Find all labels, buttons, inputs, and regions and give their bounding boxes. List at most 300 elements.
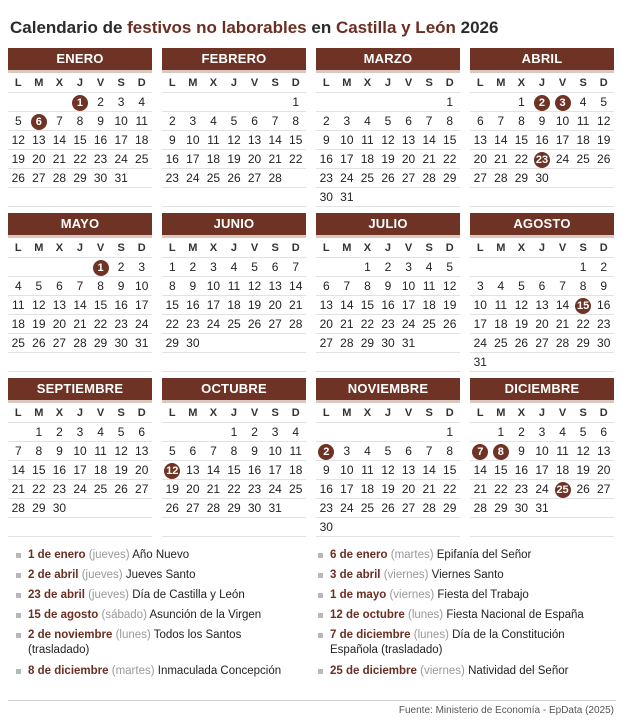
calendar-day (532, 499, 553, 517)
empty-day (573, 169, 594, 187)
calendar-day (203, 169, 224, 187)
calendar-day (419, 277, 440, 295)
day-number: 31 (473, 355, 487, 369)
calendar-day (8, 169, 29, 187)
empty-day (162, 93, 183, 111)
calendar-day (183, 112, 204, 130)
calendar-day (593, 296, 614, 314)
weekday-label: V (404, 77, 413, 89)
calendar-day (203, 131, 224, 149)
day-number: 11 (494, 298, 508, 312)
holiday-day (573, 296, 594, 314)
day-number: 16 (52, 463, 67, 477)
calendar-day (532, 480, 553, 498)
calendar-day (244, 461, 265, 479)
day-number: 10 (73, 444, 87, 458)
empty-day (70, 353, 91, 371)
day-number: 21 (422, 152, 436, 166)
day-number: 26 (227, 171, 241, 185)
calendar-day (337, 334, 358, 352)
week-row (470, 441, 614, 460)
day-number: 22 (32, 482, 46, 496)
calendar-day (265, 461, 286, 479)
calendar-day (265, 258, 286, 276)
legend-date: 8 de diciembre (28, 665, 109, 677)
empty-day (265, 353, 286, 371)
legend-item (16, 568, 298, 583)
day-number: 22 (443, 152, 457, 166)
weekday-label: V (250, 242, 259, 254)
holiday-marker: 23 (535, 154, 549, 166)
week-row (470, 257, 614, 276)
day-number: 28 (555, 336, 570, 350)
calendar-day (203, 315, 224, 333)
day-number: 8 (230, 444, 238, 458)
day-number: 24 (473, 336, 487, 350)
calendar-day (8, 499, 29, 517)
month-name: DICIEMBRE (504, 381, 580, 396)
day-number: 21 (340, 317, 354, 331)
calendar-day (511, 499, 532, 517)
day-number: 9 (538, 114, 546, 128)
calendar-day (552, 112, 573, 130)
empty-day (49, 258, 70, 276)
calendar-day (439, 296, 460, 314)
weekday-label: J (76, 242, 84, 254)
day-number: 8 (518, 114, 525, 128)
calendar-day (285, 296, 306, 314)
weekday-header (162, 74, 306, 92)
day-number: 15 (360, 298, 375, 312)
weekday-label: J (384, 407, 392, 419)
weekday-label: S (271, 242, 279, 254)
empty-day (552, 188, 573, 206)
calendar-day (511, 423, 532, 441)
legend-weekday: (martes) (111, 665, 155, 677)
empty-day (470, 518, 491, 536)
calendar-day (131, 442, 152, 460)
day-number: 29 (165, 336, 179, 350)
empty-day (439, 353, 460, 371)
empty-day (593, 499, 614, 517)
calendar-day (470, 131, 491, 149)
empty-day (511, 258, 532, 276)
month-noviembre (316, 378, 460, 537)
day-number: 20 (473, 152, 487, 166)
day-number: 2 (600, 260, 608, 274)
week-row (316, 460, 460, 479)
day-number: 5 (35, 279, 43, 293)
calendar-day (8, 277, 29, 295)
weekday-label: L (322, 77, 330, 89)
calendar-day (357, 315, 378, 333)
empty-day (265, 93, 286, 111)
weekday-label: S (117, 242, 125, 254)
day-number: 21 (206, 482, 221, 496)
calendar-day (511, 150, 532, 168)
calendar-day (357, 296, 378, 314)
day-number: 24 (340, 171, 354, 185)
day-number: 18 (360, 482, 375, 496)
calendar-day (203, 480, 224, 498)
calendar-day (29, 296, 50, 314)
day-number: 18 (206, 152, 221, 166)
weekday-label: V (96, 77, 105, 89)
calendar-day (70, 334, 91, 352)
weekday-label: D (137, 242, 146, 254)
empty-day (337, 93, 358, 111)
calendar-day (162, 296, 183, 314)
calendar-day (131, 334, 152, 352)
empty-day (593, 188, 614, 206)
calendar-day (203, 112, 224, 130)
calendar-day (183, 442, 204, 460)
empty-day (532, 518, 553, 536)
day-number: 15 (73, 133, 87, 147)
day-number: 18 (227, 298, 241, 312)
week-row (162, 168, 306, 187)
calendar-day (491, 499, 512, 517)
week-row (316, 352, 460, 372)
month-header (316, 378, 460, 400)
weekday-header (316, 404, 460, 422)
day-number: 17 (135, 298, 149, 312)
weekday-label: D (291, 242, 300, 254)
calendar-day (111, 423, 132, 441)
day-number: 1 (230, 425, 238, 439)
week-row (316, 149, 460, 168)
calendar-day (29, 150, 50, 168)
day-number: 31 (340, 190, 354, 204)
day-number: 20 (186, 482, 200, 496)
day-number: 13 (597, 444, 611, 458)
day-number: 31 (535, 501, 549, 515)
calendar-day (357, 461, 378, 479)
empty-day (29, 518, 50, 536)
calendar-day (398, 296, 419, 314)
day-number: 9 (97, 114, 104, 128)
day-number: 5 (14, 114, 22, 128)
empty-day (8, 258, 29, 276)
calendar-day (316, 112, 337, 130)
month-header (470, 378, 614, 400)
calendar-day (511, 480, 532, 498)
calendar-day (511, 131, 532, 149)
calendar-day (49, 442, 70, 460)
empty-day (419, 334, 440, 352)
empty-day (511, 188, 532, 206)
calendar-day (285, 423, 306, 441)
day-number: 1 (518, 95, 525, 109)
empty-day (285, 188, 306, 206)
day-number: 15 (443, 463, 457, 477)
calendar-day (285, 131, 306, 149)
weekday-label: D (599, 77, 608, 89)
legend-item (318, 628, 600, 658)
day-number: 9 (518, 444, 525, 458)
calendar-day (378, 112, 399, 130)
calendar-day (131, 480, 152, 498)
day-number: 3 (117, 95, 125, 109)
calendar-day (552, 461, 573, 479)
calendar-day (29, 423, 50, 441)
day-number: 3 (343, 114, 351, 128)
day-number: 13 (52, 298, 67, 312)
month-name: JULIO (368, 216, 408, 231)
holiday-day (470, 442, 491, 460)
weekday-label: S (271, 77, 279, 89)
week-row (316, 422, 460, 441)
calendar-day (265, 277, 286, 295)
day-number: 7 (343, 279, 351, 293)
empty-day (419, 518, 440, 536)
week-row (316, 295, 460, 314)
day-number: 22 (443, 482, 457, 496)
empty-day (203, 353, 224, 371)
empty-day (29, 258, 50, 276)
day-number: 28 (494, 171, 508, 185)
weekday-header (470, 239, 614, 257)
calendar-day (491, 169, 512, 187)
day-number: 3 (538, 425, 546, 439)
calendar-day (532, 334, 553, 352)
day-number: 9 (322, 133, 330, 147)
calendar-day (398, 169, 419, 187)
calendar-day (285, 277, 306, 295)
calendar-day (337, 499, 358, 517)
week-row (470, 352, 614, 372)
legend-holiday-name: Inmaculada Concepción (157, 665, 282, 677)
day-number: 4 (364, 114, 371, 128)
day-number: 20 (597, 463, 611, 477)
empty-day (511, 353, 532, 371)
legend-weekday: (lunes) (115, 629, 151, 641)
calendar-day (29, 461, 50, 479)
weekday-label: S (579, 242, 587, 254)
calendar-day (70, 150, 91, 168)
calendar-day (265, 315, 286, 333)
empty-day (224, 353, 245, 371)
calendar-day (593, 112, 614, 130)
empty-day (183, 423, 204, 441)
footer-divider (8, 700, 616, 701)
calendar-day (70, 315, 91, 333)
empty-day (8, 423, 29, 441)
empty-day (162, 353, 183, 371)
weekday-label: S (117, 77, 125, 89)
month-abril (470, 48, 614, 207)
day-number: 30 (319, 190, 333, 204)
calendar-day (49, 480, 70, 498)
calendar-day (419, 112, 440, 130)
empty-day (285, 499, 306, 517)
calendar-day (573, 258, 594, 276)
calendar-day (357, 258, 378, 276)
calendar-day (378, 169, 399, 187)
calendar-day (8, 315, 29, 333)
weekday-label: M (188, 242, 198, 254)
day-number: 11 (207, 133, 220, 147)
month-febrero (162, 48, 306, 207)
calendar-day (183, 461, 204, 479)
month-mayo (8, 213, 152, 372)
week-row (470, 498, 614, 517)
day-number: 10 (535, 444, 549, 458)
day-number: 20 (32, 152, 46, 166)
legend-date: 25 de diciembre (330, 665, 417, 677)
weekday-label: D (291, 77, 300, 89)
day-number: 12 (114, 444, 128, 458)
calendar-day (573, 315, 594, 333)
weekday-label: X (517, 407, 526, 419)
empty-day (244, 93, 265, 111)
calendar-day (131, 131, 152, 149)
day-number: 5 (230, 114, 238, 128)
day-number: 19 (11, 152, 25, 166)
weekday-label: J (538, 242, 546, 254)
empty-day (593, 353, 614, 371)
calendar-day (316, 499, 337, 517)
weekday-label: J (230, 242, 238, 254)
calendar-day (244, 131, 265, 149)
calendar-day (532, 169, 553, 187)
calendar-day (439, 442, 460, 460)
day-number: 5 (384, 444, 392, 458)
day-number: 15 (289, 133, 303, 147)
day-number: 26 (165, 501, 179, 515)
legend-holiday-name: Fiesta Nacional de España (446, 609, 584, 621)
day-number: 27 (535, 336, 549, 350)
day-number: 28 (473, 501, 487, 515)
weekday-label: S (425, 77, 433, 89)
calendar-day (357, 169, 378, 187)
day-number: 22 (165, 317, 179, 331)
empty-day (49, 188, 70, 206)
empty-day (285, 334, 306, 352)
day-number: 5 (446, 260, 454, 274)
legend-holiday-name: Jueves Santo (125, 569, 196, 581)
day-number: 4 (14, 279, 22, 293)
empty-day (244, 334, 265, 352)
calendar-day (131, 112, 152, 130)
day-number: 7 (56, 114, 63, 128)
month-header (470, 48, 614, 70)
day-number: 13 (535, 298, 549, 312)
day-number: 12 (514, 298, 529, 312)
empty-day (552, 169, 573, 187)
day-number: 20 (52, 317, 67, 331)
calendar-day (162, 258, 183, 276)
week-row (162, 460, 306, 479)
calendar-day (419, 442, 440, 460)
day-number: 27 (52, 336, 67, 350)
day-number: 8 (446, 114, 454, 128)
calendar-day (439, 258, 460, 276)
calendar-day (491, 334, 512, 352)
day-number: 21 (473, 482, 487, 496)
calendar-day (573, 150, 594, 168)
day-number: 18 (11, 317, 25, 331)
title-part: Calendario de (10, 18, 128, 37)
empty-day (378, 93, 399, 111)
day-number: 8 (168, 279, 176, 293)
calendar-day (337, 150, 358, 168)
day-number: 17 (535, 463, 549, 477)
holiday-day (532, 93, 553, 111)
week-row (162, 187, 306, 207)
weekday-label: X (209, 77, 218, 89)
week-row (470, 111, 614, 130)
empty-day (593, 169, 614, 187)
calendar-day (285, 150, 306, 168)
empty-day (162, 423, 183, 441)
month-name: OCTUBRE (201, 381, 267, 396)
empty-day (532, 188, 553, 206)
day-number: 25 (11, 336, 25, 350)
week-row (316, 314, 460, 333)
calendar-day (337, 480, 358, 498)
week-row (470, 276, 614, 295)
week-row (316, 187, 460, 207)
calendar-day (532, 112, 553, 130)
calendar-day (398, 277, 419, 295)
day-number: 2 (322, 114, 330, 128)
day-number: 16 (319, 152, 333, 166)
day-number: 11 (422, 279, 436, 293)
weekday-header (8, 239, 152, 257)
calendar-day (224, 150, 245, 168)
calendar-day (357, 499, 378, 517)
legend-item (16, 664, 298, 679)
day-number: 5 (251, 260, 258, 274)
day-number: 22 (227, 482, 241, 496)
holiday-day (90, 258, 111, 276)
week-row (316, 168, 460, 187)
week-row (470, 168, 614, 187)
calendar-day (532, 423, 553, 441)
calendar-day (378, 150, 399, 168)
empty-day (552, 353, 573, 371)
holiday-marker: 25 (556, 484, 569, 496)
day-number: 22 (360, 317, 375, 331)
empty-day (131, 499, 152, 517)
day-number: 29 (494, 501, 508, 515)
empty-day (131, 169, 152, 187)
day-number: 21 (555, 317, 570, 331)
day-number: 28 (206, 501, 221, 515)
calendar-day (111, 93, 132, 111)
weekday-header (8, 74, 152, 92)
calendar-day (90, 461, 111, 479)
calendar-day (244, 480, 265, 498)
calendar-day (131, 93, 152, 111)
legend-weekday: (jueves) (88, 549, 130, 561)
calendar-day (511, 461, 532, 479)
day-number: 26 (32, 336, 46, 350)
empty-day (29, 93, 50, 111)
calendar-day (573, 112, 594, 130)
day-number: 25 (206, 171, 221, 185)
empty-day (244, 518, 265, 536)
weekday-label: S (425, 407, 433, 419)
day-number: 2 (251, 425, 258, 439)
calendar-day (70, 296, 91, 314)
day-number: 12 (227, 133, 241, 147)
calendar-day (593, 315, 614, 333)
weekday-header (470, 404, 614, 422)
calendar-day (470, 169, 491, 187)
calendar-day (131, 150, 152, 168)
